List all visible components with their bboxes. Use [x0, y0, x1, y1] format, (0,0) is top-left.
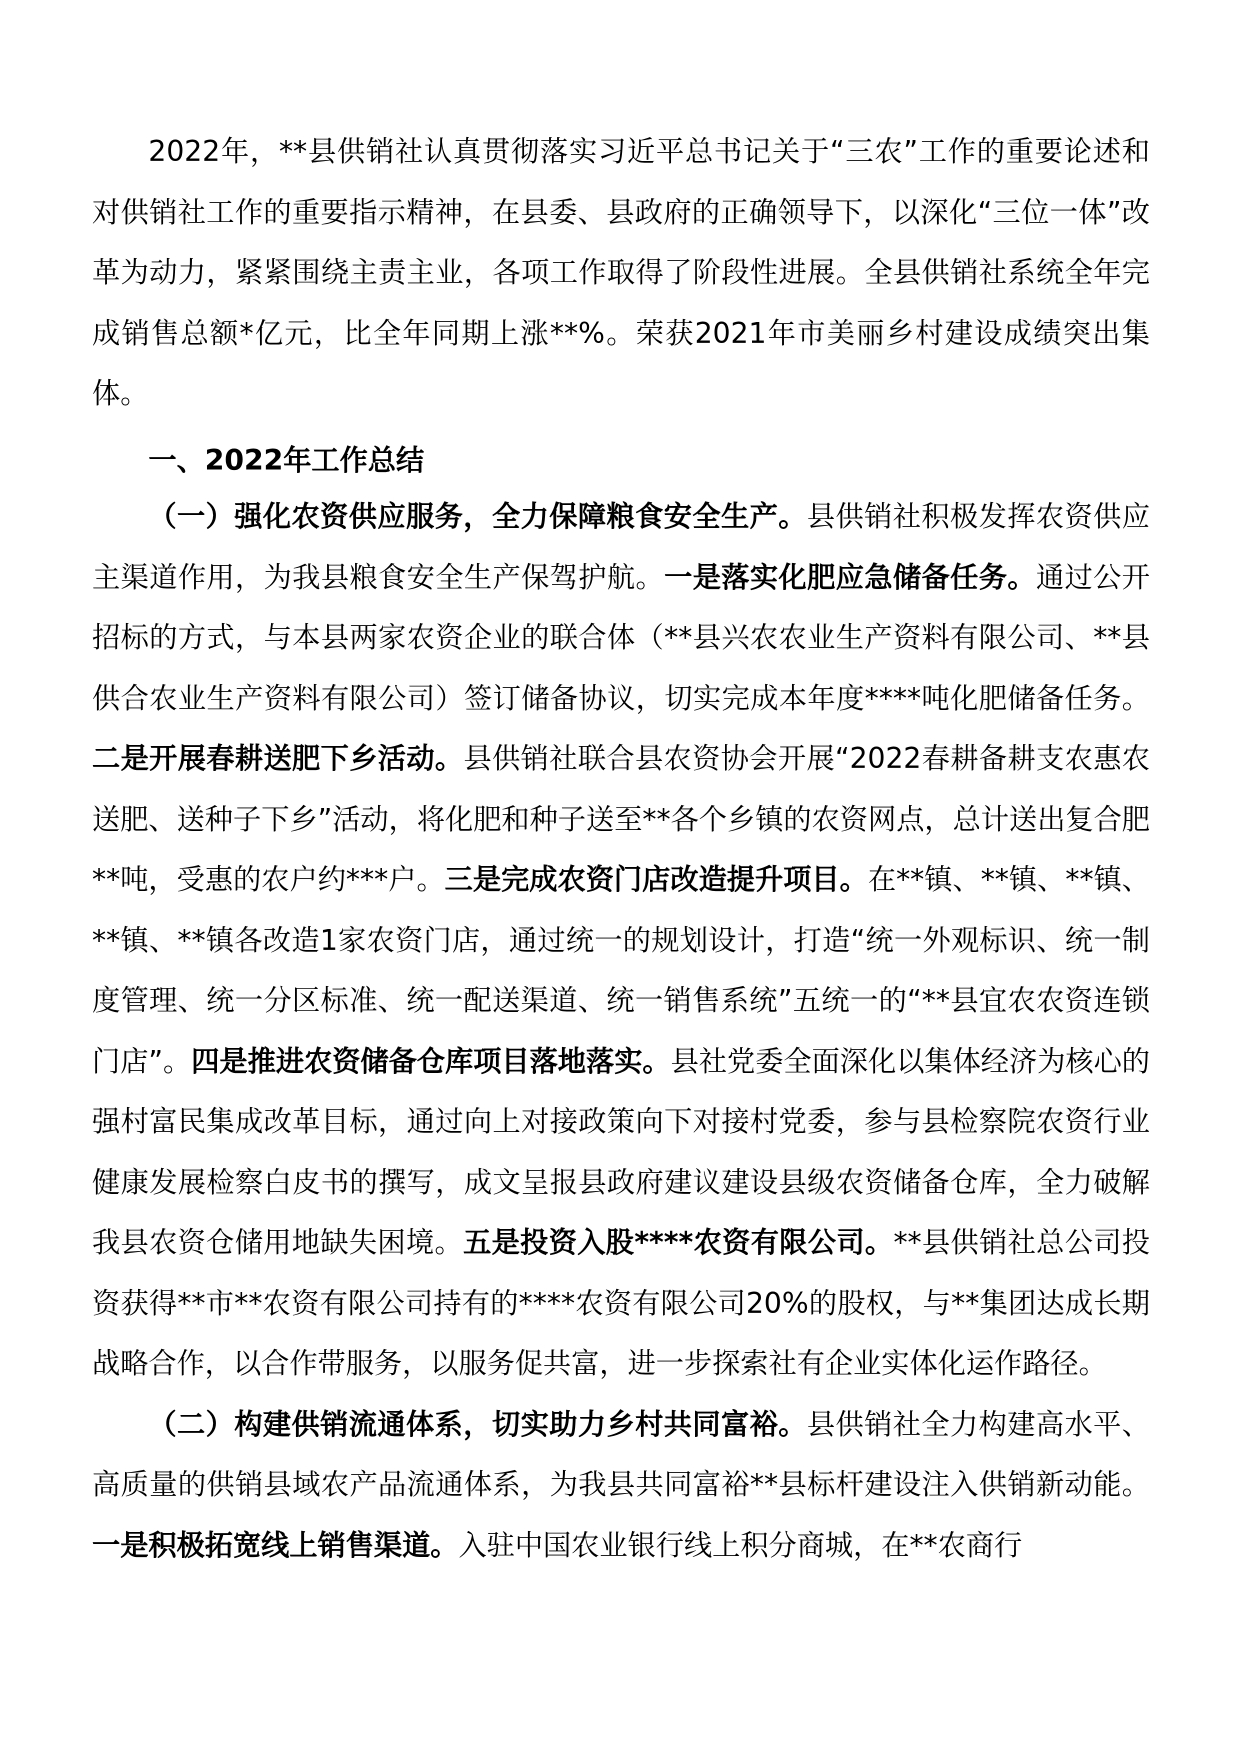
- section1-paragraph-1: [92, 487, 1150, 1395]
- point-title: 二是开展春耕送肥下乡活动。: [92, 742, 464, 775]
- subheading-2: （二）构建供销流通体系，切实助力乡村共同富裕。: [148, 1407, 807, 1441]
- body-text: 入驻中国农业银行线上积分商城，在**农商行: [458, 1528, 1023, 1562]
- section1-paragraph-2: [92, 1395, 1150, 1577]
- body-text: 县供销社联合县农资协会开展“2022春耕备耕支农惠农送肥、送种子下乡”活动，将化肥和种子送至**各个乡镇的农资网点，总计送出复合肥**吨，受惠的农户约***户。: [92, 742, 1150, 896]
- point-title: 一是落实化肥应急储备任务。: [664, 560, 1036, 594]
- point-title: 三是完成农资门店改造提升项目。: [444, 863, 868, 896]
- body-text: **县供销社总公司投资获得**市**农资有限公司持有的****农资有限公司20%的股权，与**集团达成长期战略合作，以合作带服务，以服务促共富，进一步探索社有企业实体化运作路径。: [92, 1226, 1150, 1380]
- body-text: 在**镇、**镇、**镇、**镇、**镇各改造1家农资门店，通过统一的规划设计，打造“统一外观标识、统一制度管理、统一分区标准、统一配送渠道、统一销售系统”五统一的“**县宜农农资连锁门店”。: [92, 863, 1150, 1078]
- body-text: 通过公开招标的方式，与本县两家农资企业的联合体（**县兴农农业生产资料有限公司、**县供合农业生产资料有限公司）签订储备协议，切实完成本年度****吨化肥储备任务。: [92, 560, 1150, 715]
- section-heading: [92, 431, 1150, 492]
- subheading-1: （一）强化农资供应服务，全力保障粮食安全生产。: [148, 500, 807, 533]
- intro-paragraph: [92, 122, 1150, 425]
- point-title: 四是推进农资储备仓库项目落地落实。: [191, 1044, 671, 1078]
- body-text: 县社党委全面深化以集体经济为核心的强村富民集成改革目标，通过向上对接政策向下对接村党委，参与县检察院农资行业健康发展检察白皮书的撰写，成文呈报县政府建议建设县级农资储备仓库，全力破解我县农资仓储用地缺失困境。: [92, 1044, 1150, 1259]
- body-text: 县供销社积极发挥农资供应主渠道作用，为我县粮食安全生产保驾护航。: [92, 500, 1150, 594]
- intro-text: 2022年，**县供销社认真贯彻落实习近平总书记关于“三农”工作的重要论述和对供销社工作的重要指示精神，在县委、县政府的正确领导下，以深化“三位一体”改革为动力，紧紧围绕主责主业，各项工作取得了阶段性进展。全县供销社系统全年完成销售总额*亿元，比全年同期上涨**%。荣获2021年市美丽乡村建设成绩突出集体。: [92, 135, 1150, 410]
- point-title: 一是积极拓宽线上销售渠道。: [92, 1528, 459, 1562]
- point-title: 五是投资入股****农资有限公司。: [463, 1226, 894, 1259]
- section-heading-text: 一、2022年工作总结: [148, 443, 425, 477]
- document-body: [92, 122, 1150, 1576]
- body-text: 县供销社全力构建高水平、高质量的供销县域农产品流通体系，为我县共同富裕**县标杆建设注入供销新动能。: [92, 1407, 1150, 1501]
